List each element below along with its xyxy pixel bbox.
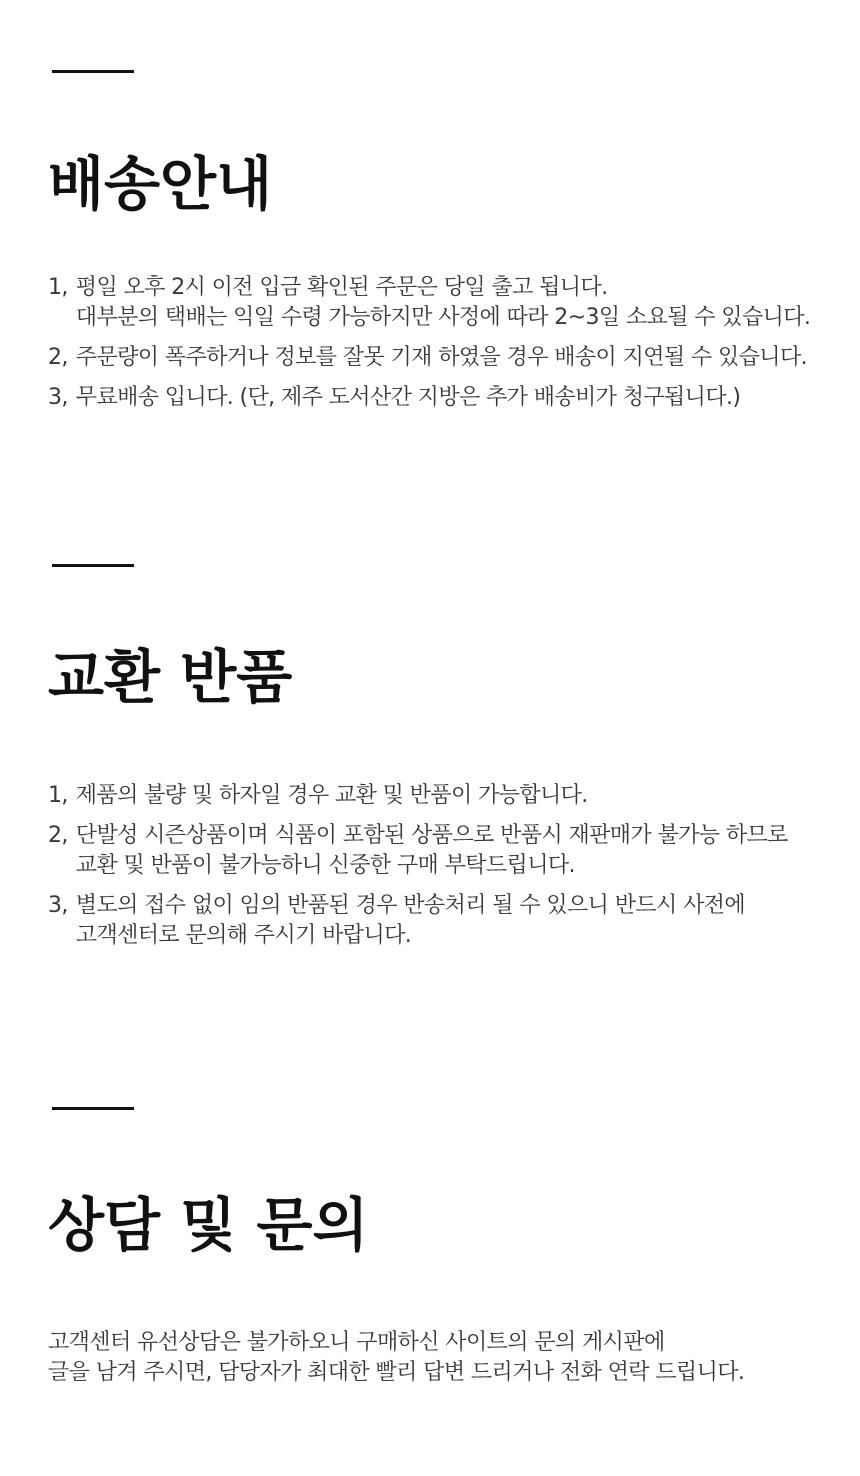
- item-text: 무료배송 입니다. (단, 제주 도서산간 지방은 추가 배송비가 청구됩니다.): [75, 385, 741, 410]
- item-number: 3,: [48, 893, 68, 918]
- list-item: [48, 821, 788, 881]
- exchange-title: 교환 반품: [48, 643, 293, 711]
- item-text: 별도의 접수 없이 임의 반품된 경우 반송처리 될 수 있으니 반드시 사전에: [75, 893, 746, 918]
- item-number: 2,: [48, 345, 68, 370]
- item-number: 1,: [48, 275, 68, 300]
- item-text: 제품의 불량 및 하자일 경우 교환 및 반품이 가능합니다.: [75, 783, 588, 808]
- inquiry-line: 고객센터 유선상담은 불가하오니 구매하신 사이트의 문의 게시판에: [48, 1330, 665, 1355]
- item-text: 대부분의 택배는 익일 수령 가능하지만 사정에 따라 2~3일 소요될 수 있습니다.: [75, 305, 811, 330]
- inquiry-text: [48, 1328, 744, 1388]
- shipping-title: 배송안내: [48, 150, 273, 218]
- section-divider: [52, 1107, 134, 1110]
- list-item: [48, 273, 810, 333]
- item-text: 고객센터로 문의해 주시기 바랍니다.: [75, 923, 412, 948]
- list-item: [48, 343, 810, 373]
- item-text: 주문량이 폭주하거나 정보를 잘못 기재 하였을 경우 배송이 지연될 수 있습니다.: [75, 345, 807, 370]
- item-number: 1,: [48, 783, 68, 808]
- list-item: [48, 891, 788, 951]
- exchange-list: [48, 781, 788, 961]
- list-item: [48, 383, 810, 413]
- item-text: 평일 오후 2시 이전 입금 확인된 주문은 당일 출고 됩니다.: [75, 275, 608, 300]
- inquiry-line: 글을 남겨 주시면, 담당자가 최대한 빨리 답변 드리거나 전화 연락 드립니다.: [48, 1360, 745, 1385]
- shipping-list: [48, 273, 810, 423]
- item-text: 단발성 시즌상품이며 식품이 포함된 상품으로 반품시 재판매가 불가능 하므로: [75, 823, 788, 848]
- item-number: 3,: [48, 385, 68, 410]
- item-number: 2,: [48, 823, 68, 848]
- list-item: [48, 781, 788, 811]
- inquiry-title: 상담 및 문의: [48, 1191, 369, 1259]
- item-text: 교환 및 반품이 불가능하니 신중한 구매 부탁드립니다.: [75, 853, 575, 878]
- section-divider: [52, 70, 134, 73]
- section-divider: [52, 564, 134, 567]
